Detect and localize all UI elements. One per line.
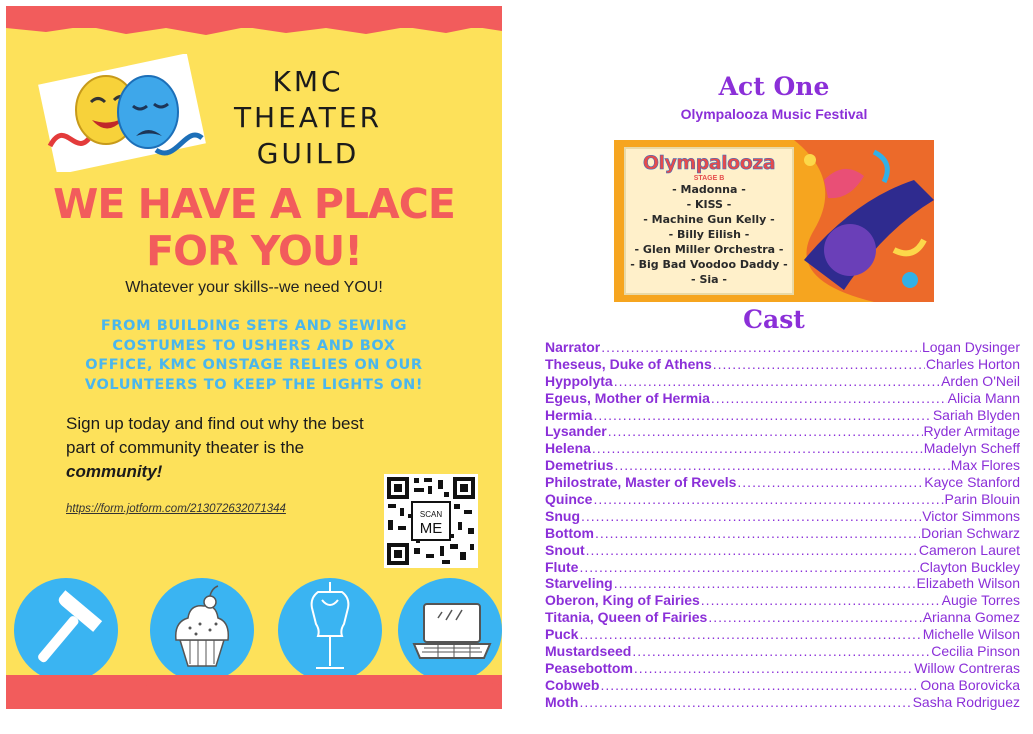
cast-actor: Charles Horton (925, 355, 1020, 372)
cast-role: Starveling (545, 575, 613, 592)
cast-actor: Michelle Wilson (922, 626, 1020, 643)
volunteer-description (36, 317, 472, 395)
guild-title-line: KMC (272, 65, 344, 98)
cast-actor: Victor Simmons (922, 507, 1020, 524)
cast-role: Lysander (545, 423, 607, 440)
lineup-item: - KISS - (686, 198, 732, 211)
signup-text (66, 412, 426, 484)
cast-role: Egeus, Mother of Hermia (545, 389, 710, 406)
cast-actor: Max Flores (950, 457, 1020, 474)
qr-scan-label: SCAN (419, 510, 443, 519)
cast-row (545, 643, 1020, 660)
leader-dots (586, 542, 918, 559)
cast-actor: Cecilia Pinson (931, 643, 1020, 660)
bottom-paint-stroke (6, 675, 502, 709)
cast-row (545, 677, 1020, 694)
cast-actor: Arianna Gomez (922, 609, 1020, 626)
cast-actor: Sariah Blyden (932, 406, 1020, 423)
signup-emphasis: community! (66, 462, 163, 481)
cast-role: Titania, Queen of Fairies (545, 609, 708, 626)
cast-role: Flute (545, 558, 579, 575)
cast-role: Oberon, King of Fairies (545, 592, 700, 609)
headline (26, 181, 482, 275)
cast-actor: Logan Dysinger (921, 339, 1020, 355)
description-line: OFFICE, KMC ONSTAGE RELIES ON OUR (85, 357, 423, 373)
cast-row (545, 575, 1020, 592)
cast-role: Moth (545, 693, 579, 710)
cast-role: Peasebottom (545, 659, 633, 676)
cast-role: Mustardseed (545, 643, 632, 660)
festival-lineup-image (614, 140, 934, 302)
cast-row (545, 356, 1020, 373)
cast-actor: Clayton Buckley (919, 558, 1020, 575)
cast-role: Hyppolyta (545, 372, 613, 389)
cast-row (545, 440, 1020, 457)
skills-tagline: Whatever your skills--we need YOU! (125, 279, 383, 296)
cast-row (545, 525, 1020, 542)
lineup-item: - Sia - (691, 273, 727, 286)
volunteer-poster (6, 6, 502, 709)
lineup-card (624, 147, 794, 295)
cast-row (545, 373, 1020, 390)
cast-title: Cast (743, 305, 805, 334)
leader-dots (711, 390, 947, 407)
cast-actor: Parin Blouin (944, 491, 1020, 508)
leader-dots (632, 643, 930, 660)
guild-title-line: GUILD (256, 137, 360, 170)
leader-dots (579, 626, 921, 643)
cast-row (545, 542, 1020, 559)
leader-dots (634, 660, 913, 677)
act-subtitle: Olympalooza Music Festival (680, 106, 868, 122)
lineup-item: - Machine Gun Kelly - (643, 213, 775, 226)
lineup-item: - Big Bad Voodoo Daddy - (630, 258, 788, 271)
leader-dots (581, 508, 921, 525)
laptop-icon (398, 578, 502, 682)
cast-role: Narrator (545, 339, 601, 355)
cast-row (545, 474, 1020, 491)
act-title: Act One (718, 72, 830, 101)
cast-row (545, 407, 1020, 424)
cast-row (545, 457, 1020, 474)
cast-row (545, 559, 1020, 576)
theater-masks-icon (36, 54, 208, 172)
cast-actor: Alicia Mann (947, 389, 1020, 406)
leader-dots (614, 373, 940, 390)
cast-role: Quince (545, 491, 593, 508)
leader-dots (601, 339, 921, 356)
cast-actor: Dorian Schwarz (921, 524, 1020, 541)
leader-dots (713, 356, 925, 373)
lineup-item: - Madonna - (672, 183, 746, 196)
leader-dots (701, 592, 941, 609)
cast-row (545, 592, 1020, 609)
cast-actor: Cameron Lauret (918, 541, 1020, 558)
cupcake-icon (150, 578, 254, 682)
cast-row (545, 626, 1020, 643)
headline-line: FOR YOU! (146, 227, 362, 275)
leader-dots (579, 559, 918, 576)
leader-dots (595, 525, 920, 542)
leader-dots (600, 677, 919, 694)
cast-actor: Kayce Stanford (924, 474, 1020, 491)
leader-dots (614, 575, 916, 592)
festival-logo: Olympalooza (642, 152, 776, 174)
cast-row (545, 339, 1020, 356)
cast-role: Demetrius (545, 457, 614, 474)
cast-actor: Willow Contreras (914, 659, 1020, 676)
cast-row (545, 508, 1020, 525)
description-line: VOLUNTEERS TO KEEP THE LIGHTS ON! (84, 376, 424, 393)
cast-row (545, 423, 1020, 440)
cast-actor: Sasha Rodriguez (912, 693, 1020, 710)
cast-role: Bottom (545, 524, 594, 541)
cast-actor: Arden O'Neil (941, 372, 1020, 389)
cast-role: Snug (545, 507, 580, 524)
cast-actor: Elizabeth Wilson (916, 575, 1020, 592)
cast-role: Helena (545, 440, 591, 457)
headline-line: WE HAVE A PLACE (53, 180, 455, 228)
dress-form-icon (278, 578, 382, 682)
guild-title (218, 64, 398, 172)
cast-role: Cobweb (545, 676, 600, 693)
signup-form-link[interactable]: https://form.jotform.com/213072632071344 (66, 503, 286, 515)
cast-actor: Madelyn Scheff (923, 440, 1020, 457)
cast-actor: Ryder Armitage (923, 423, 1020, 440)
cast-row (545, 390, 1020, 407)
leader-dots (592, 440, 923, 457)
top-paint-stroke (6, 6, 502, 40)
cast-role: Theseus, Duke of Athens (545, 355, 712, 372)
cast-row (545, 660, 1020, 677)
cast-actor: Oona Borovicka (920, 676, 1020, 693)
cast-actor: Augie Torres (941, 592, 1020, 609)
leader-dots (614, 457, 949, 474)
cast-row (545, 491, 1020, 508)
leader-dots (593, 491, 943, 508)
leader-dots (737, 474, 923, 491)
leader-dots (579, 694, 911, 711)
cast-role: Puck (545, 626, 579, 643)
leader-dots (608, 423, 923, 440)
leader-dots (593, 407, 931, 424)
guild-title-line: THEATER (233, 101, 383, 134)
stage-label: STAGE B (693, 175, 725, 182)
hammer-icon (14, 578, 118, 682)
cast-role: Hermia (545, 406, 593, 423)
description-line: FROM BUILDING SETS AND SEWING (100, 318, 408, 334)
cast-role: Snout (545, 541, 585, 558)
qr-me-label: ME (419, 520, 443, 537)
cast-role: Philostrate, Master of Revels (545, 474, 737, 491)
description-line: COSTUMES TO USHERS AND BOX (112, 337, 396, 354)
signup-line: part of community theater is the (66, 438, 305, 457)
cast-row (545, 609, 1020, 626)
lineup-item: - Glen Miller Orchestra - (634, 243, 784, 256)
cast-row (545, 694, 1020, 711)
qr-code[interactable] (384, 474, 478, 568)
lineup-item: - Billy Eilish - (668, 228, 750, 241)
leader-dots (708, 609, 921, 626)
cast-list (545, 339, 1020, 711)
signup-line: Sign up today and find out why the best (66, 414, 364, 433)
